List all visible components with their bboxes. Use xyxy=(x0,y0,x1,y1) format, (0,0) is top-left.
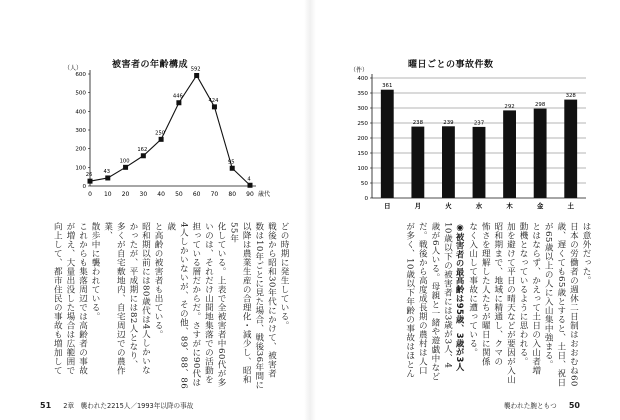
x-tick-label: 70 xyxy=(210,191,219,198)
bar-value-label: 239 xyxy=(443,119,454,126)
text-line: が65歳以上の人に入山集中強まる。 xyxy=(543,222,554,369)
x-tick-label: 60 xyxy=(192,191,201,198)
data-point xyxy=(123,165,128,170)
data-point xyxy=(176,100,181,105)
text-line: が増え、大量出没した場合は広範囲で xyxy=(64,222,75,375)
category-label: 月 xyxy=(414,202,422,210)
text-line: 散歩中に襲われている。 xyxy=(90,222,101,321)
bar xyxy=(473,127,486,198)
y-tick-label: 200 xyxy=(357,136,368,142)
y-tick-label: 400 xyxy=(75,109,86,116)
left-footer xyxy=(40,400,193,410)
text-line: 4人しかいないが、その他、89、88、86歳 xyxy=(165,222,189,390)
left-body-text xyxy=(40,222,290,390)
category-label: 土 xyxy=(567,202,574,210)
data-point xyxy=(141,153,146,158)
data-label: 162 xyxy=(137,146,148,153)
data-point xyxy=(105,175,110,180)
text-line: どの時期に発生している。 xyxy=(279,222,289,330)
age-line-chart xyxy=(0,62,306,222)
data-label: 250 xyxy=(155,130,166,137)
x-tick-label: 10 xyxy=(103,191,112,198)
data-label: 424 xyxy=(208,97,219,104)
data-point xyxy=(194,73,199,78)
y-tick-label: 50 xyxy=(360,181,368,187)
text-line: は意外だった。 xyxy=(581,222,591,285)
text-line: なく入山して事故に遭っている。 xyxy=(467,222,478,357)
text-line: が多く、10歳以下年齢の事故はほとん xyxy=(404,222,415,378)
bar-value-label: 328 xyxy=(565,93,576,100)
x-tick-label: 80 xyxy=(228,191,237,198)
bar xyxy=(411,127,424,198)
text-line: 動機となっているように思われる。 xyxy=(518,222,529,366)
text-line: 数は10年ごとに見た場合、戦後36年間に xyxy=(253,222,264,390)
text-line: 多くが自宅敷地内、自宅周辺での農作業、 xyxy=(102,222,126,375)
bar xyxy=(564,100,577,198)
bar xyxy=(534,109,547,198)
text-line: とはならず、かえって土日の入山者増 xyxy=(530,222,541,375)
age-series-line xyxy=(90,75,250,185)
data-point xyxy=(88,179,93,184)
text-line: これからも集落周辺では高齢者の事故 xyxy=(77,222,88,375)
data-point xyxy=(212,104,217,109)
y-tick-label: 300 xyxy=(357,106,368,112)
y-tick-label: 150 xyxy=(357,151,368,157)
bar-value-label: 298 xyxy=(534,102,546,109)
text-line: 昭和期まで、地域に精通し、クマの xyxy=(492,222,503,366)
page-number: 50 xyxy=(568,401,580,410)
bar-value-label: 238 xyxy=(412,120,424,127)
y-axis-unit-label: （人） xyxy=(64,65,83,72)
y-tick-label: 0 xyxy=(82,184,86,190)
section-heading: ◉被害者の最高齢は95歳、3歳が3人 xyxy=(455,222,466,372)
x-axis-unit-label: 歳代 xyxy=(258,191,271,198)
data-point xyxy=(230,166,235,171)
bar-value-label: 237 xyxy=(473,120,485,127)
bar-value-label: 361 xyxy=(382,83,393,90)
data-label: 26 xyxy=(85,172,93,179)
category-label: 木 xyxy=(506,202,513,210)
weekday-bar-chart xyxy=(314,62,620,222)
y-tick-label: 0 xyxy=(364,196,368,202)
text-line: 歳、遅くても65歳とすると、土日、祝日 xyxy=(555,222,566,387)
text-line: 化している。上表で全被害者中60代が多 xyxy=(216,222,227,387)
data-label: 43 xyxy=(103,168,111,175)
x-tick-label: 0 xyxy=(88,191,92,198)
x-tick-label: 90 xyxy=(246,191,254,198)
y-tick-label: 250 xyxy=(357,121,368,127)
right-page xyxy=(314,0,620,420)
category-label: 水 xyxy=(475,202,483,210)
x-tick-label: 30 xyxy=(139,191,148,198)
text-line: いのは、それだけ山間地集落での活動を xyxy=(203,222,214,384)
data-point xyxy=(248,183,253,188)
x-tick-label: 50 xyxy=(175,191,183,198)
text-line: 向上して、都市住民の事故も増加して xyxy=(52,222,63,375)
y-axis-unit-label: （件） xyxy=(350,67,369,74)
y-tick-label: 100 xyxy=(357,166,368,172)
text-line: 戦後から昭和30年代にかけて、被害者 xyxy=(266,222,277,378)
bar xyxy=(503,110,516,198)
y-tick-label: 100 xyxy=(75,165,86,172)
text-line: かったが、平成期には82人となり、 xyxy=(127,222,138,369)
text-line: 以降は農業生産の合理化・減少し、昭和55年 xyxy=(228,222,252,384)
data-label: 4 xyxy=(247,176,251,183)
category-label: 金 xyxy=(536,202,544,210)
y-tick-label: 350 xyxy=(357,91,368,97)
x-tick-label: 40 xyxy=(157,191,165,198)
text-line: 担っている層だからだ。さすがに90代は xyxy=(190,222,201,387)
category-label: 日 xyxy=(384,202,391,210)
book-running-head: 襲われた腕ともつ xyxy=(504,402,557,410)
y-tick-label: 200 xyxy=(75,146,86,153)
data-label: 95 xyxy=(227,159,235,166)
text-line: だ。戦後から高度成長期の農村は人口 xyxy=(417,222,428,375)
text-line: 10歳以下の被害者には3歳が3人、4 xyxy=(442,222,453,369)
text-line: 怖さを理解した人たちが曜日に関係 xyxy=(480,222,491,366)
data-label: 100 xyxy=(119,158,130,165)
y-tick-label: 400 xyxy=(357,76,368,82)
text-line: 昭和期以前には80歳代は4人しかいな xyxy=(140,222,151,375)
text-line: と高齢の被害者も出ている。 xyxy=(153,222,164,339)
y-tick-label: 300 xyxy=(75,128,86,134)
weekday-chart-title: 曜日ごとの事故件数 xyxy=(408,60,494,70)
y-tick-label: 500 xyxy=(75,90,86,97)
chapter-running-head: 2章 襲われた2215人／1993年以降の事故 xyxy=(63,402,194,410)
left-page xyxy=(0,0,306,420)
page-number: 51 xyxy=(40,401,52,410)
data-label: 592 xyxy=(190,66,201,73)
text-line: 歳が6人いる。母親と一緒や遊戯中など xyxy=(429,222,440,381)
text-line: 加を避けて平日の晴天などが要因が入山 xyxy=(505,222,516,384)
text-line: 日本の労働者の週休二日制はおおむね60 xyxy=(568,222,579,387)
right-body-text xyxy=(342,222,592,390)
category-label: 火 xyxy=(445,202,452,210)
age-chart-title: 被害者の年齢構成 xyxy=(112,60,189,70)
bar xyxy=(442,126,455,198)
data-point xyxy=(159,137,164,142)
x-tick-label: 20 xyxy=(121,191,130,198)
bar-value-label: 292 xyxy=(504,103,515,110)
right-footer xyxy=(504,400,580,410)
data-label: 446 xyxy=(172,93,183,100)
bar xyxy=(381,90,394,198)
y-tick-label: 600 xyxy=(75,72,86,78)
